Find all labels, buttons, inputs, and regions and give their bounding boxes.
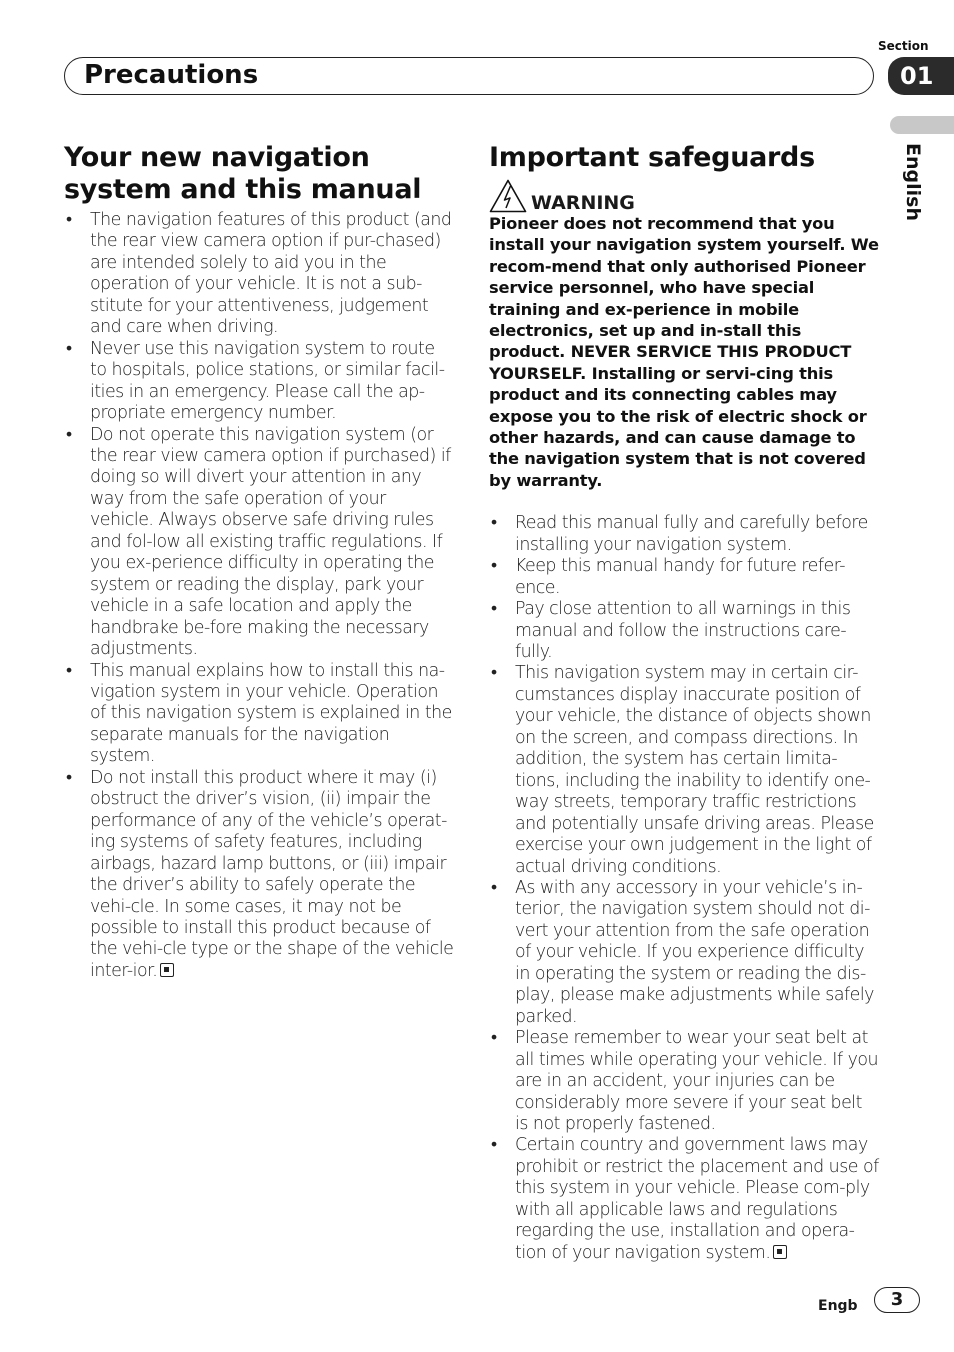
warning-triangle-icon — [489, 179, 527, 213]
list-item: • Keep this manual handy for future refer-ence. — [489, 556, 879, 599]
language-label: English — [902, 143, 924, 221]
warning-text: Pioneer does not recommend that you install your navigation system yourself. We recom-mend that only authorised Pioneer service personnel, who have special training and ex-perience in mobile electronics, set up and in-stall this product. NEVER SERVICE THIS PRODUCT YOURSELF. Installing or servi-cing this product and its connecting cables may expose you to the risk of electric shock or other hazards, and can cause damage to the navigation system that is not covered by warranty. — [489, 214, 879, 490]
list-item: • Read this manual fully and carefully before installing your navigation system. — [489, 513, 879, 556]
list-item — [64, 768, 454, 983]
language-tab — [890, 116, 954, 134]
end-mark-icon — [773, 1245, 787, 1259]
section-heading-line1: Your new navigation — [64, 142, 370, 173]
left-column — [64, 142, 454, 982]
list-item: • The navigation features of this product (and the rear view camera option if pur-chased) are intended solely to aid you in the operation of your vehicle. It is not a sub-stitute for your attentiveness, judgement and care when driving. — [64, 210, 454, 339]
list-item: • As with any accessory in your vehicle’s in-terior, the navigation system should not di-vert your attention from the safe operation of your vehicle. If you experience difficulty in operating the system or reading the dis-play, please make adjustments while safely parked. — [489, 878, 879, 1028]
page-title: Precautions — [84, 60, 259, 90]
list-item: • Do not operate this navigation system (or the rear view camera option if purchased) if doing so will divert your attention in any way from the safe operation of your vehicle. Always observe safe driving rules and fol-low all existing traffic regulations. If you ex-perience difficulty in operating the system or reading the display, park your vehicle in a safe location and apply the handbrake be-fore making the necessary adjustments. — [64, 425, 454, 661]
end-mark-icon — [160, 963, 174, 977]
section-number-tab: 01 — [888, 57, 954, 95]
bullet-list — [64, 210, 454, 982]
warning-label: WARNING — [531, 192, 635, 214]
list-item: • Pay close attention to all warnings in this manual and follow the instructions care-fully. — [489, 599, 879, 663]
section-heading-line2: system and this manual — [64, 174, 422, 205]
list-item: • This navigation system may in certain cir-cumstances display inaccurate position of your vehicle, the distance of objects shown on the screen, and compass directions. In addition, the system has certain limita-tions, including the inability to identify one-way streets, temporary traffic restrictions and potentially unsafe driving areas. Please exercise your own judgement in the light of actual driving conditions. — [489, 663, 879, 878]
warning-header — [489, 177, 879, 213]
page-number: 3 — [874, 1287, 920, 1313]
section-label: Section — [878, 39, 929, 53]
list-item: • Never use this navigation system to route to hospitals, police stations, or similar facil-ities in an emergency. Please call the ap-propriate emergency number. — [64, 339, 454, 425]
list-item-text: Do not install this product where it may (i) obstruct the driver’s vision, (ii) impair the performance of any of the vehicle’s operat-ing systems of safety features, including airbags, hazard lamp buttons, or (iii) impair the driver’s ability to safely operate the vehi-cle. In some cases, it may not be possible to install this product because of the vehi-cle type or the shape of the vehicle inter-ior. — [90, 767, 454, 981]
section-heading: Important safeguards — [489, 142, 815, 173]
section-heading — [64, 142, 454, 206]
list-item-text: Certain country and government laws may prohibit or restrict the placement and use of this system in your vehicle. Please com-ply with all applicable laws and regulations regarding the use, installation and opera-tion of your navigation system. — [515, 1135, 879, 1263]
bullet-list — [489, 513, 879, 1264]
list-item — [489, 1135, 879, 1264]
footer-language-code: Engb — [818, 1298, 858, 1314]
list-item: • Please remember to wear your seat belt at all times while operating your vehicle. If you are in an accident, your injuries can be considerably more severe if your seat belt is not properly fastened. — [489, 1028, 879, 1135]
list-item: • This manual explains how to install this na-vigation system in your vehicle. Operation of this navigation system is explained in the separate manuals for the navigation system. — [64, 661, 454, 768]
right-column — [489, 142, 879, 1264]
